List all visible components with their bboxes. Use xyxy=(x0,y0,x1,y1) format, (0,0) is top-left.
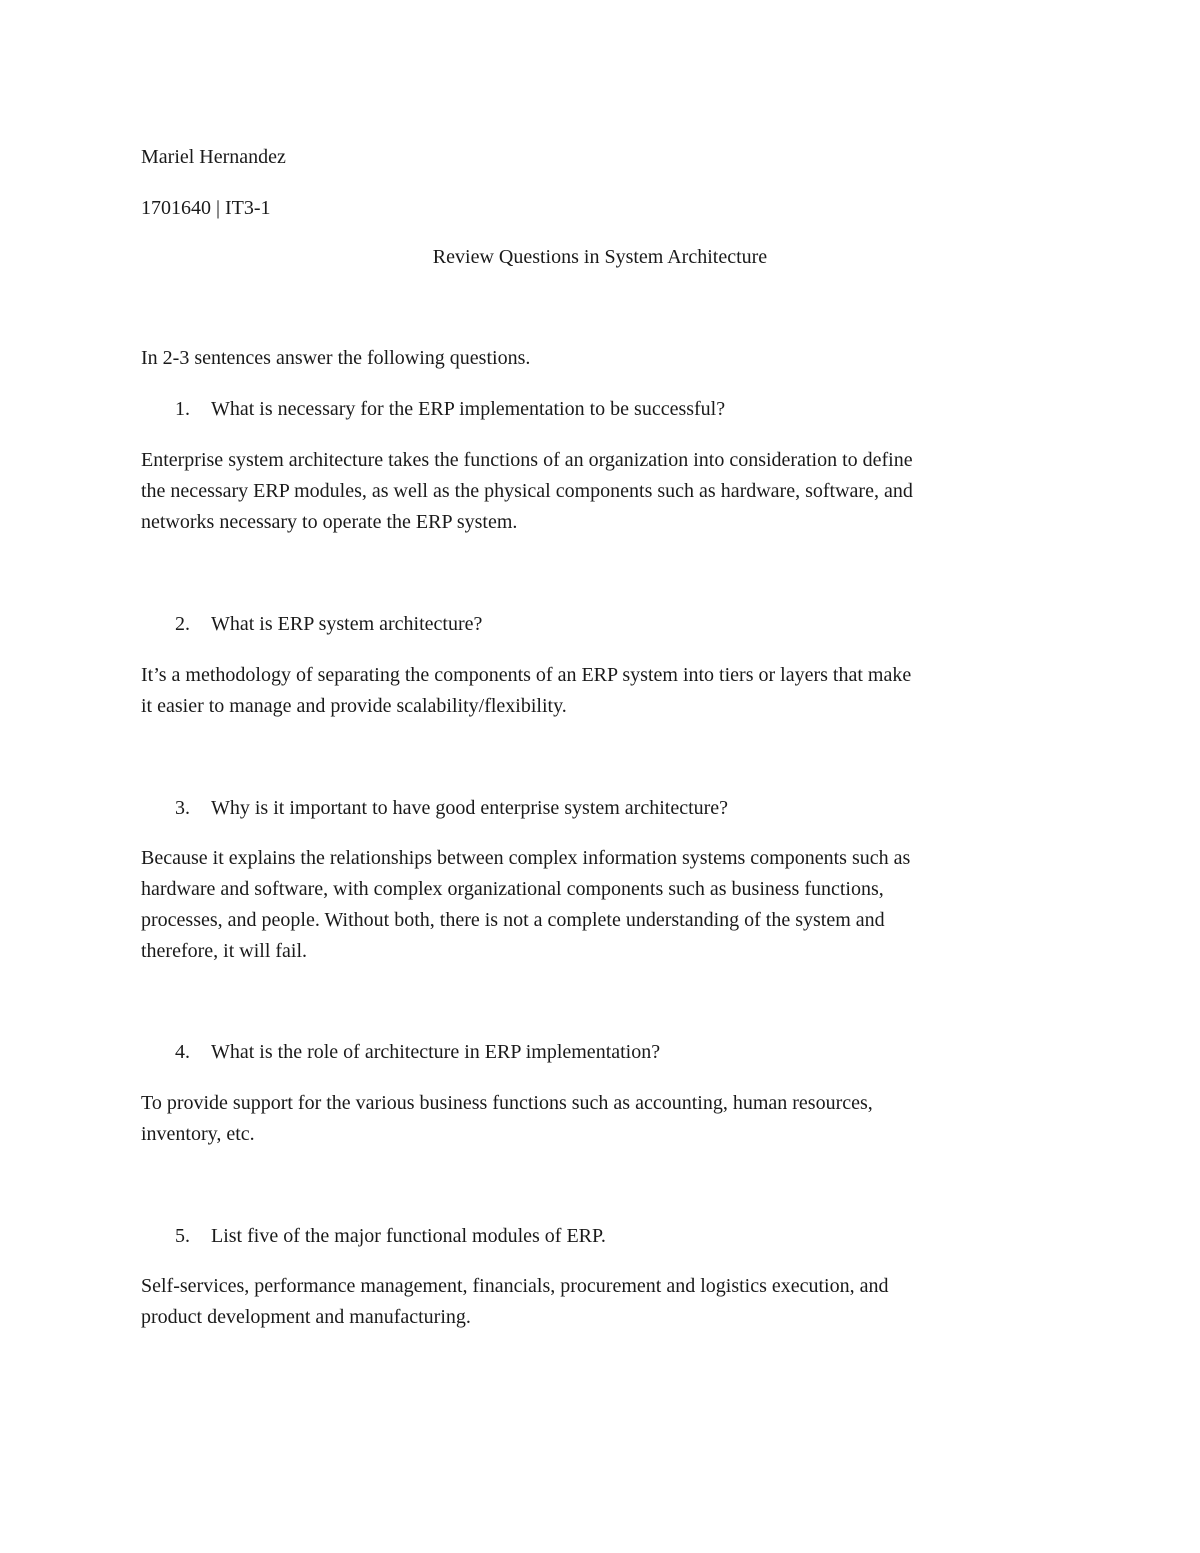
answer-line: the necessary ERP modules, as well as the physical components such as hardware, software, and xyxy=(141,480,913,502)
answer-line: Enterprise system architecture takes the functions of an organization into consideration to define xyxy=(141,449,913,471)
question-2 xyxy=(175,609,482,640)
answer-2 xyxy=(141,660,1071,722)
answer-4 xyxy=(141,1088,1071,1150)
question-text: What is ERP system architecture? xyxy=(211,613,483,635)
question-number: 1. xyxy=(175,398,190,420)
answer-line: therefore, it will fail. xyxy=(141,940,308,962)
question-1 xyxy=(175,394,725,425)
answer-line: hardware and software, with complex organizational components such as business functions, xyxy=(141,878,884,900)
author-name: Mariel Hernandez xyxy=(141,146,286,168)
question-number: 4. xyxy=(175,1041,190,1063)
answer-line: Because it explains the relationships between complex information systems components such as xyxy=(141,847,911,869)
question-3 xyxy=(175,793,728,824)
answer-line: To provide support for the various business functions such as accounting, human resources, xyxy=(141,1092,873,1114)
question-text: Why is it important to have good enterprise system architecture? xyxy=(211,797,729,819)
question-4 xyxy=(175,1037,660,1068)
question-text: What is necessary for the ERP implementation to be successful? xyxy=(211,398,726,420)
answer-line: It’s a methodology of separating the components of an ERP system into tiers or layers that make xyxy=(141,664,912,686)
answer-3 xyxy=(141,843,1071,967)
question-number: 5. xyxy=(175,1225,190,1247)
document-title: Review Questions in System Architecture xyxy=(432,246,768,268)
answer-line: processes, and people. Without both, there is not a complete understanding of the system and xyxy=(141,909,885,931)
answer-line: networks necessary to operate the ERP system. xyxy=(141,511,518,533)
answer-line: it easier to manage and provide scalability/flexibility. xyxy=(141,695,567,717)
answer-line: product development and manufacturing. xyxy=(141,1306,471,1328)
instructions-text: In 2-3 sentences answer the following questions. xyxy=(141,347,531,369)
question-number: 2. xyxy=(175,613,190,635)
question-5 xyxy=(175,1221,606,1252)
answer-line: Self-services, performance management, financials, procurement and logistics execution, and xyxy=(141,1275,889,1297)
answer-1 xyxy=(141,445,1071,538)
question-number: 3. xyxy=(175,797,190,819)
question-text: List five of the major functional modules of ERP. xyxy=(211,1225,606,1247)
answer-line: inventory, etc. xyxy=(141,1123,255,1145)
student-id-line: 1701640 | IT3-1 xyxy=(141,197,271,219)
answer-5 xyxy=(141,1271,1071,1333)
question-text: What is the role of architecture in ERP implementation? xyxy=(211,1041,661,1063)
